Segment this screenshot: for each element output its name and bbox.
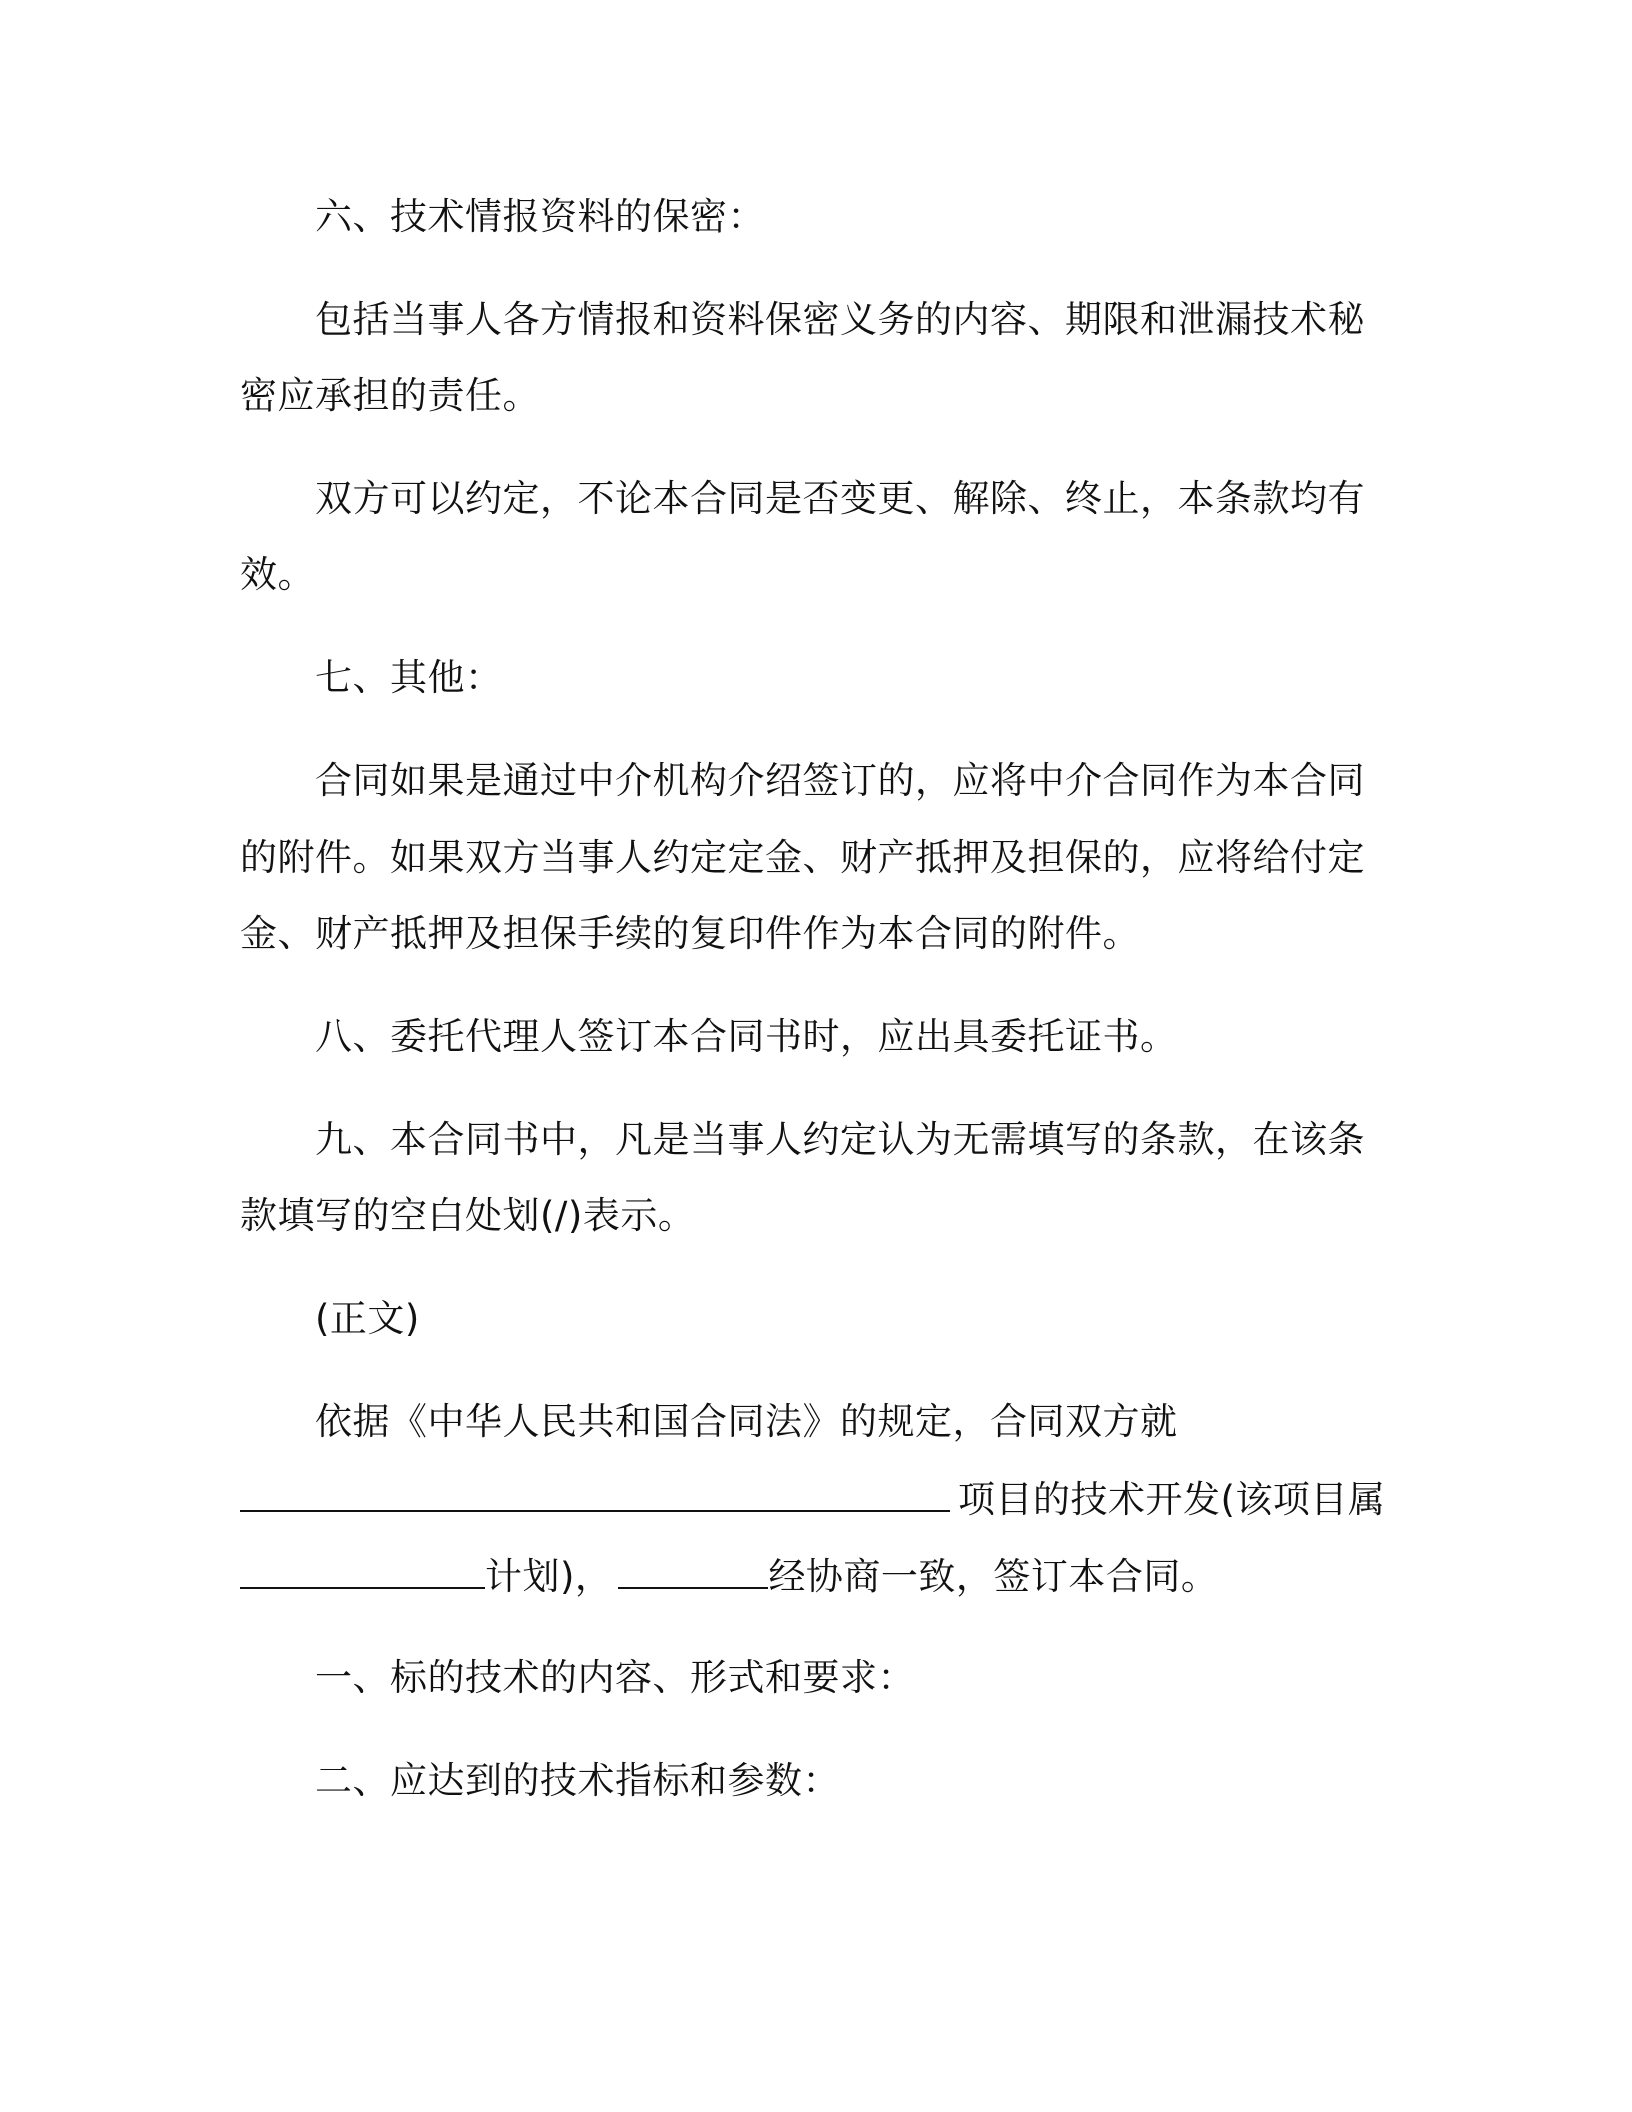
project-name-blank[interactable]: [240, 1476, 950, 1512]
preamble-line-1: 依据《中华人民共和国合同法》的规定，合同双方就: [315, 1400, 1178, 1443]
section-8: 八、委托代理人签订本合同书时，应出具委托证书。: [315, 1015, 1178, 1058]
section-6-body-line-1: 包括当事人各方情报和资料保密义务的内容、期限和泄漏技术秘: [315, 298, 1365, 341]
preamble-line-3: [240, 1553, 1218, 1599]
article-1-heading: 一、标的技术的内容、形式和要求：: [315, 1656, 915, 1699]
main-text-marker: (正文): [315, 1297, 420, 1340]
section-7-body-line-3: 金、财产抵押及担保手续的复印件作为本合同的附件。: [240, 912, 1140, 955]
section-6-heading: 六、技术情报资料的保密：: [315, 195, 765, 238]
section-9-line-1: 九、本合同书中，凡是当事人约定认为无需填写的条款，在该条: [315, 1118, 1365, 1161]
preamble-line-3-text: 经协商一致，签订本合同。: [768, 1555, 1219, 1598]
preamble-line-2-text: 项目的技术开发(该项目属: [958, 1478, 1386, 1521]
section-7-body-line-1: 合同如果是通过中介机构介绍签订的，应将中介合同作为本合同: [315, 759, 1365, 802]
section-6-body2-line-1: 双方可以约定，不论本合同是否变更、解除、终止，本条款均有: [315, 477, 1365, 520]
section-9-line-2: 款填写的空白处划(/)表示。: [240, 1194, 696, 1237]
section-6-body-line-2: 密应承担的责任。: [240, 374, 540, 417]
section-7-heading: 七、其他：: [315, 656, 503, 699]
preamble-line-3-mid: 计划)，: [485, 1555, 613, 1598]
parties-blank[interactable]: [618, 1553, 768, 1589]
section-6-body2-line-2: 效。: [240, 553, 315, 596]
article-2-heading: 二、应达到的技术指标和参数：: [315, 1759, 840, 1802]
plan-name-blank[interactable]: [240, 1553, 485, 1589]
preamble-line-2: [240, 1476, 1385, 1522]
section-7-body-line-2: 的附件。如果双方当事人约定定金、财产抵押及担保的，应将给付定: [240, 836, 1365, 879]
